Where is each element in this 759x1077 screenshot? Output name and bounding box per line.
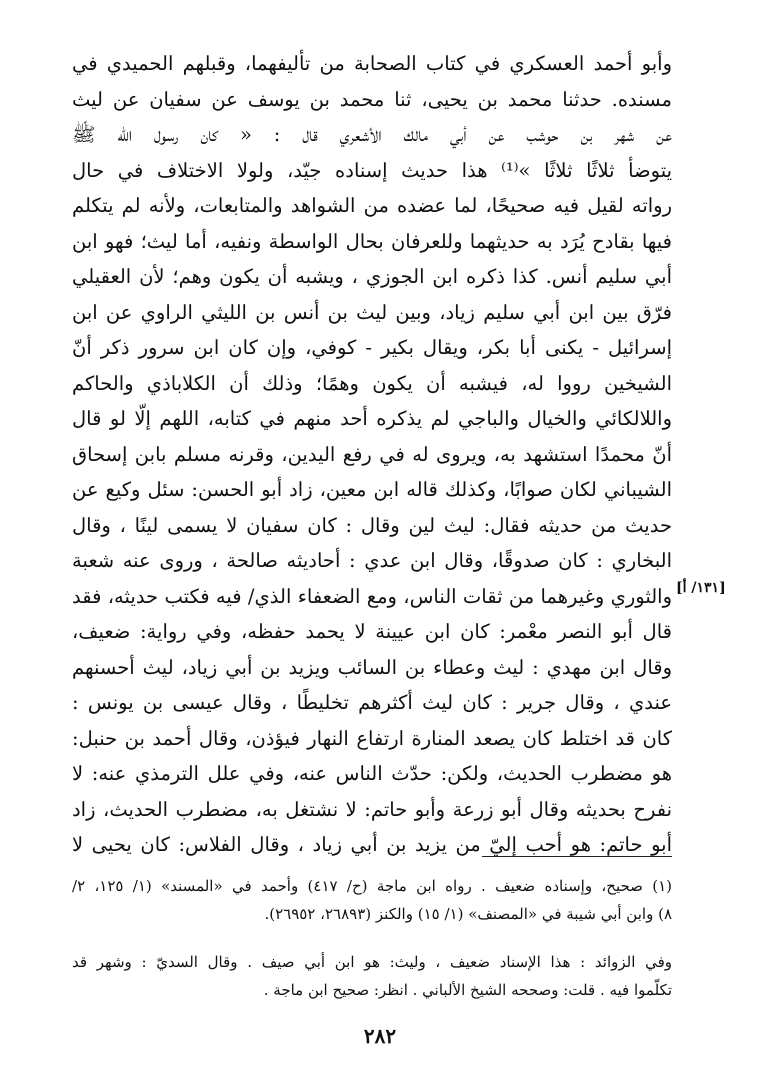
text-line: كان قد اختلط كان يصعد المنارة ارتفاع النهار فيؤذن، وقال أحمد بن حنبل:: [72, 726, 672, 750]
main-text-body: [72, 46, 672, 863]
text-line: فيها بقادح يُرَد به حديثهما وللعرفان بحال الواسطة ونفيه، أما ليث؛ فهو ابن: [72, 229, 672, 253]
text-line: وقال ابن مهدي : ليث وعطاء بن السائب ويزيد بن أبي زياد، ليث أحسنهم: [72, 655, 672, 679]
text-line: أبو حاتم: هو أحب إليّ من يزيد بن أبي زياد ، وقال الفلاس: كان يحيى لا: [72, 833, 672, 856]
commentary-line: تكلّموا فيه . قلت: وصححه الشيخ الألباني . انظر: صحيح ابن ماجة .: [263, 981, 672, 999]
text-line: وأبو أحمد العسكري في كتاب الصحابة من تأليفهما، وقبلهم الحميدي في: [72, 52, 672, 75]
text-line: والثوري وغيرهما من ثقات الناس، ومع الضعفاء الذي/ فيه فكتب حديثه، فقد: [72, 584, 672, 608]
text-line: عن شهر بن حوشب عن أبي مالك الأشعري قال : « كان رسول الله ﷺ: [72, 123, 672, 146]
text-line: أنّ محمدًا استشهد به، ويروى له في رفع اليدين، وقرنه مسلم بابن إسحاق: [72, 442, 672, 466]
text-line: البخاري : كان صدوقًا، وقال ابن عدي : أحاديثه صالحة ، وروى عنه شعبة: [72, 549, 672, 572]
text-line: فرّق بين ابن أبي سليم زياد، وبين ليث بن أنس بن الليثي الراوي عن ابن: [72, 300, 672, 324]
text-line: الشيباني لكان صوابًا، وكذلك قاله ابن معين، زاد أبو الحسن: سئل وكيع عن: [72, 478, 672, 501]
footnote-line: (١) صحيح، وإسناده ضعيف . رواه ابن ماجة (ح/ ٤١٧) وأحمد في «المسند» (١/ ١٢٥، ٢/: [72, 877, 672, 895]
text-line: الشيخين رووا له، فيشبه أن يكون وهمًا؛ وذلك أن الكلاباذي والحاكم: [72, 371, 672, 395]
text-line: حديث من حديثه فقال: ليث لين وقال : كان سفيان لا يسمى لينًا ، وقال: [72, 513, 672, 537]
text-line: قال أبو النصر معْمر: كان ابن عيينة لا يحمد حفظه، وفي رواية: ضعيف،: [72, 620, 672, 643]
text-line: إسرائيل - يكنى أبا بكر، ويقال بكير - كوفي، وإن كان ابن سرور ذكر أنّ: [72, 336, 672, 359]
footnotes-section: [72, 872, 672, 1004]
text-line: رواته لقيل فيه صحيحًا، لما عضده من الشواهد والمتابعات، ولأنه لم يتكلم: [72, 194, 672, 217]
footnote-line: ٨) وابن أبي شيبة في «المصنف» (١/ ١٥) والكنز (٢٦٨٩٣، ٢٦٩٥٢).: [264, 905, 672, 923]
text-line: يتوضأ ثلاثًا ثلاثًا »⁽¹⁾ هذا حديث إسناده جيّد، ولولا الاختلاف في حال: [72, 158, 672, 182]
text-line: هو مضطرب الحديث، ولكن: حدّث الناس عنه، وفي علل الترمذي عنه: لا: [72, 762, 672, 785]
text-line: أبي سليم أنس. كذا ذكره ابن الجوزي ، ويشبه أن يكون وهم؛ لأن العقيلي: [72, 265, 672, 288]
text-line: مسنده. حدثنا محمد بن يحيى، ثنا محمد بن يوسف عن سفيان عن ليث: [72, 87, 672, 111]
text-line: نفرح بحديثه وقال أبو زرعة وأبو حاتم: لا نشتغل به، مضطرب الحديث، زاد: [72, 797, 672, 821]
text-line: واللالكائي والخيال والباجي لم يذكره أحد منهم في كتابه، اللهم إلّا لو قال: [72, 407, 672, 430]
commentary-line: وفي الزوائد : هذا الإسناد ضعيف ، وليث: هو ابن أبي صيف . وقال السديّ : وشهر قد: [72, 953, 672, 971]
manuscript-folio-marker: [١٣١/ أ]: [676, 580, 726, 596]
footnote-divider: [482, 856, 672, 857]
footnote-spacer: [72, 928, 672, 948]
page-number: ٢٨٢: [363, 1024, 397, 1048]
text-line: عندي ، وقال جرير : كان ليث أكثرهم تخليطًا ، وقال عيسى بن يونس :: [72, 691, 672, 714]
